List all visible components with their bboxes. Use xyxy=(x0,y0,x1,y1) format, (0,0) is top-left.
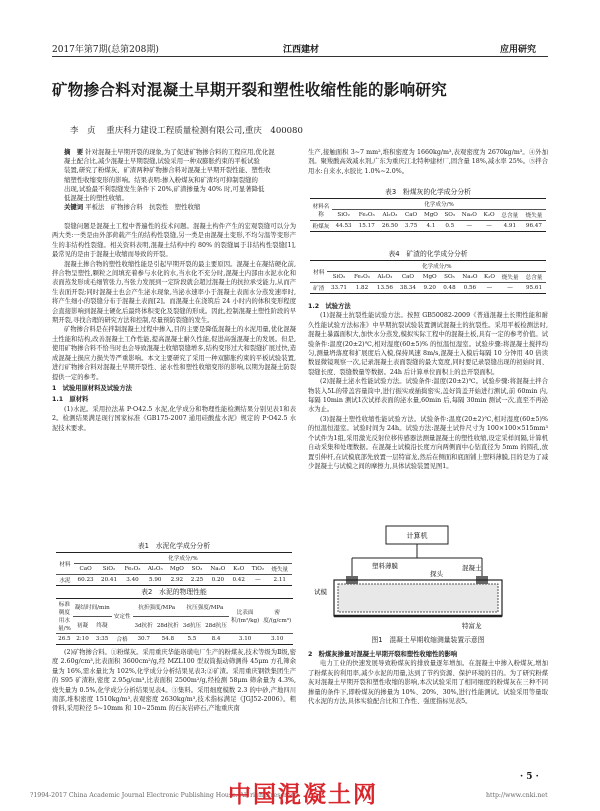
subsection-heading: 1.1 原材料 xyxy=(52,396,89,404)
table-header: Al₂O₃ xyxy=(378,210,401,221)
body-paragraph: (3)混凝土塑性收缩性能试验方法。试验条件:温度(20±2)℃,相对湿度(60±5)% 的恒温恒湿室。试验时间为 24h。试验方法:混凝土试件尺寸为 100×100×515mm³ 个试件为1组,采用激光反射位移传感器法测量混凝土的塑性收缩,设定采样间隔,计算机自动采集和处理数据。在混凝土试模沿长度方向两侧面中心钻直径为 5mm 的圆孔,放置引伸杆,在试模底部先放置一层特富龙,然后在侧面和底面铺上塑料薄膜,目的是为了减少混凝土与试模之间的摩擦力,具体试验装置见图1。 xyxy=(308,415,548,470)
author-line xyxy=(70,124,303,136)
computer-label: 计算机 xyxy=(406,532,428,540)
table-header: SiO₂ xyxy=(332,210,355,221)
body-paragraph: 裂缝问题是混凝土工程中普遍性的技术问题。混凝土构件产生的宏观裂缝可以分为两大类:一类是由外部荷载产生的结构性裂缝,另一类是由混凝土变形,不均匀温等变形产生的非结构性裂缝。相关资料表明,混凝土结构中约 80% 的裂缝属于非结构性裂缝[1],最常见的是由于混凝土收缩而导致的开裂。 xyxy=(52,223,296,259)
abstract-line: 针对混凝土早期开裂的现象,为了促进矿物掺合料的工程应用,优化混 xyxy=(85,148,275,156)
table-cell: 2.11 xyxy=(268,575,292,586)
table-header: 密度/(g/cm³) xyxy=(261,599,293,634)
right-column-top xyxy=(308,148,548,186)
table-header: 28d抗压 xyxy=(203,616,229,634)
table-header: 3d抗压 xyxy=(181,616,203,634)
running-header-section: 应用研究 xyxy=(500,45,537,55)
table-header: Na₂O xyxy=(458,210,480,221)
section-heading: 2 粉煤灰掺量对混凝土早期开裂和塑性收缩性的影响 xyxy=(308,651,458,658)
table4-caption: 表4 矿渣的化学成分分析 xyxy=(388,250,468,258)
table-header: Fe₂O₃ xyxy=(350,272,373,283)
table-header: K₂O xyxy=(481,272,498,283)
table-header: 安定性 xyxy=(112,599,133,634)
subsection-heading: 1.2 试验方法 xyxy=(308,303,351,310)
table-row xyxy=(310,221,546,232)
table-cell: 30.7 xyxy=(133,634,155,645)
table-header: 28d抗折 xyxy=(155,616,181,634)
abstract-line: 装置,研究了粉煤灰、矿渣两种矿物掺合料对混凝土早期开裂性能、塑性收 xyxy=(64,166,271,175)
table-header: 材料 xyxy=(310,261,327,283)
table-row xyxy=(310,283,546,294)
right-column-section2 xyxy=(308,648,548,768)
abstract-line: 缩塑性收缩变形的影响。结果表明:掺入粉煤灰和矿渣均可抑制裂缝的 xyxy=(64,175,258,184)
table-cell: 33.71 xyxy=(327,283,350,294)
body-paragraph: 生产,接触面积 3~7 mm²,堆积密度为 1660kg/m³,表观密度为 2670kg/m³。④外加剂。聚羧酸高效减水剂,广东为重庆江北特种建材厂,固含量 18%,减水率 25%。⑤拌合用水:自来水,水胶比 1.0%~2.0%。 xyxy=(308,149,548,175)
table-cell: 20.41 xyxy=(97,575,120,586)
table-cell: 13.56 xyxy=(373,283,396,294)
table-header: MgO xyxy=(421,210,442,221)
table-cell: 4.1 xyxy=(421,221,442,232)
keywords: 平板法 矿物掺合料 抗裂性 塑性收缩 xyxy=(85,203,201,212)
table-cell: 3.10 xyxy=(261,634,293,645)
concrete-specimen xyxy=(338,584,498,612)
table-cell: — xyxy=(481,283,498,294)
body-paragraph: 电力工业的快速发展导致粉煤灰的排放量逐年增加。在混凝土中掺入粉煤灰,增加了粉煤灰的利用率,减少水泥的用量,达到了节约资源、保护环境的目的。为了研究粉煤灰对混凝土早期开裂和塑性收缩的影响,本次试验采用了相同细度的粉煤灰在三种不同掺量的条件下,即粉煤灰的掺量为 10%、20%、30%,进行性能测试。试验采用等量取代水泥的方法,具体实验配合比和工作性、强度指标见表5。 xyxy=(308,660,548,706)
table-cell: 5.90 xyxy=(144,575,166,586)
table-cell: 96.47 xyxy=(522,221,546,232)
body-paragraph: 混凝土掺合物的塑性收缩性能是引起早期开裂的最主要原因。混凝土在凝结硬化前,拌合物呈塑性,颗粒之间填充着参与水化的水,当水化不充分时,混凝土内部由水泥水化和表面蒸发形成毛细管张力,当张力发展到一定阶段就会超过混凝土的抗拉承受能力,从而产生表面开裂;同时混凝土也会产生泌水现象,当泌水速率小于混凝土表面水分蒸发速率时,将产生细小的裂缝分布于混凝土表面[2]。而混凝土在浇筑后 24 小时内的体积变形程度会直接影响到混凝土硬化后最终体积变化及裂缝的形成。因此,控制混凝土塑性阶段的早期开裂,寻找合理的研究方法和控制,尽量预防裂缝的发生。 xyxy=(52,260,296,325)
table-cell: 0.5 xyxy=(441,221,458,232)
table-cell: — xyxy=(458,221,480,232)
table-header: 总含量 xyxy=(498,210,522,221)
table-header: Fe₂O₃ xyxy=(121,564,144,575)
figure1-diagram xyxy=(312,524,524,632)
table-header: 烧失量 xyxy=(498,272,522,283)
table-cell: 38.34 xyxy=(396,283,419,294)
table-cell: 0.56 xyxy=(459,283,481,294)
table-header: 材料 xyxy=(56,553,74,575)
table-cell: 9.20 xyxy=(419,283,440,294)
table-cell: — xyxy=(248,575,267,586)
table-cell: 水泥 xyxy=(56,575,74,586)
abstract-block xyxy=(64,148,304,212)
table-header: K₂O xyxy=(229,564,248,575)
table-cell: 合格 xyxy=(112,634,133,645)
table-group-header: 化学成分/% xyxy=(332,199,546,210)
table-header: 标准稠度用水量/% xyxy=(56,599,73,634)
table-cell: 8.4 xyxy=(203,634,229,645)
table-cell: 2.92 xyxy=(166,575,187,586)
abstract-label: 摘 要 xyxy=(64,148,84,156)
table-group-header: 化学成分/% xyxy=(74,553,292,564)
table-header: 终凝 xyxy=(92,616,111,634)
table4 xyxy=(310,260,546,294)
table3-caption: 表3 粉煤灰的化学成分分析 xyxy=(385,188,471,196)
left-column-continued xyxy=(52,648,296,768)
table-header: Al₂O₃ xyxy=(373,272,396,283)
table-header: 总含量 xyxy=(522,272,546,283)
mold-label: 试模 xyxy=(314,588,327,596)
table-header: 材料名称 xyxy=(310,199,332,221)
footer-url: http://www.cnki.net xyxy=(486,792,548,799)
probe-label: 探头 xyxy=(430,570,443,578)
body-paragraph: (2)混凝土泌水性能试验方法。试验条件:温度(20±2)℃。试验步骤:将混凝土拌合物装入5L的带盖容量筒中,进行振实或插捣密实,盖好筒盖开始进行测试,前 60min 内,每隔 10min 测试1次试样表面的泌水量,60min 后,每隔 30min 测试一次,直至不再泌水为止。 xyxy=(308,378,548,414)
right-column-methods xyxy=(308,300,548,518)
table1 xyxy=(56,552,292,586)
table-cell: 4.91 xyxy=(498,221,522,232)
table-cell: 54.8 xyxy=(155,634,181,645)
table-header: MgO xyxy=(419,272,440,283)
table-cell: 3.40 xyxy=(121,575,144,586)
table-cell: 15.17 xyxy=(355,221,378,232)
left-column xyxy=(52,222,296,532)
table-header: 初凝 xyxy=(73,616,92,634)
running-header-journal: 江西建材 xyxy=(283,45,320,55)
film-label: 塑料薄膜 xyxy=(372,562,398,570)
abstract-line: 低混凝土的塑性收缩。 xyxy=(64,194,128,203)
table-cell: 3.75 xyxy=(402,221,421,232)
table-header: CaO xyxy=(396,272,419,283)
table-cell: 3:35 xyxy=(92,634,111,645)
table-cell: 60.23 xyxy=(74,575,97,586)
keywords-label: 关键词 xyxy=(64,203,84,212)
table3 xyxy=(310,198,546,232)
table-cell: 26.5 xyxy=(56,634,73,645)
table-cell: 26.50 xyxy=(378,221,401,232)
table-cell: 44.53 xyxy=(332,221,355,232)
table-cell: 0.42 xyxy=(229,575,248,586)
table-header: CaO xyxy=(402,210,421,221)
copyright-notice: ?1994-2017 China Academic Journal Electronic Publishing House. All rights reserved. xyxy=(30,792,301,799)
table-group-header: 抗压强度/MPa xyxy=(181,599,229,617)
body-paragraph: (1)混凝土抗裂性能试验方法。按照 GB50082-2009《普通混凝土长期性能和耐久性能试验方法标准》中早期抗裂试验装置测试混凝土的抗裂性。采用平板检测法时,混凝土暴露面积大,加快水分蒸发,模拟实际工程中的混凝土板,具有一定的参考价值。试验条件:温度(20±2)℃,相对湿度(60±5)% 的恒温恒湿室。试验步骤:将混凝土搅拌均匀,测量坍落度和扩展度后入模,保持风速 8m/s,混凝土入模后每隔 10 分钟用 40 倍读数显微镜观察一次,记录混凝土表面裂缝的最大宽度,同时要记录裂缝出现的初始时间、裂缝长度、裂缝数量等数据。24h 后计算单位面积上的总开裂面积。 xyxy=(308,312,548,376)
author-name: 李 贞 xyxy=(70,126,96,136)
table-cell: — xyxy=(480,221,497,232)
table-header: SO₃ xyxy=(440,272,459,283)
teflon-label: 特富龙 xyxy=(462,622,482,630)
table-header: SiO₂ xyxy=(327,272,350,283)
table-header: Al₂O₃ xyxy=(144,564,166,575)
table2-caption: 表2 水泥的物理性能 xyxy=(141,588,207,596)
table-group-header: 凝结时间/min xyxy=(73,599,112,617)
table-header: 比表面积/(m²/kg) xyxy=(229,599,261,634)
table-cell: 0.48 xyxy=(440,283,459,294)
section-heading: 1 试验用原材料及试验方法 xyxy=(52,384,132,392)
table-cell: 0.20 xyxy=(207,575,229,586)
author-affiliation: 重庆科力建设工程质量检测有限公司,重庆 400080 xyxy=(106,126,303,136)
table-header: MgO xyxy=(166,564,187,575)
table-cell: 2.25 xyxy=(187,575,206,586)
table-row xyxy=(56,634,293,645)
table-group-header: 抗折强度/MPa xyxy=(133,599,181,617)
table-cell: 3.10 xyxy=(229,634,261,645)
table-header: 3d抗折 xyxy=(133,616,155,634)
running-header-issue: 2017年第7期(总第208期) xyxy=(52,45,159,55)
body-paragraph: (2)矿物掺合料。①粉煤灰。采用重庆华能珞璜电厂生产的粉煤灰,技术等级为Ⅱ级,密度 2.60g/cm³,比表面积 3600cm²/g,经 MZL100 型双筒振动筛测得 45μm 方孔筛余量为 16%,需水量比为 102%,化学成分分析结果见表3;②矿渣。采用重庆钢铁集团生产的 S95 矿渣粉,密度 2.95g/cm³,比表面积 2500m²/g,经检测 58μm 筛余量为 4.3%,烧失量为 0.5%,化学成分分析结果见表4。③集料。采用细度模数 2.3 的中砂,产地四川南部,堆积密度 1510kg/m³,表观密度 2630kg/m³,技术指标满足《JGJ52-2006》。粗骨料,采用粒径 5~10mm 和 10~25mm 的石灰岩碎石,产地重庆南 xyxy=(52,649,296,713)
table2 xyxy=(56,598,293,645)
table-header: SO₃ xyxy=(441,210,458,221)
table1-caption: 表1 水泥化学成分分析 xyxy=(137,542,211,550)
table-row xyxy=(56,575,292,586)
table-group-header: 化学成分/% xyxy=(327,261,546,272)
table-cell: 粉煤灰 xyxy=(310,221,332,232)
table-cell: 2:10 xyxy=(73,634,92,645)
table-header: Fe₂O₃ xyxy=(355,210,378,221)
abstract-line: 凝土配合比,减少混凝土早期裂缝,试验采用一种双膨胀约束的平板试验 xyxy=(64,157,260,166)
table-header: 烧失量 xyxy=(522,210,546,221)
table-header: SiO₂ xyxy=(97,564,120,575)
table-header: 烧失量 xyxy=(268,564,292,575)
table-header: CaO xyxy=(74,564,97,575)
header-rule xyxy=(52,56,548,57)
concrete-label: 混凝土 xyxy=(462,564,482,572)
table-cell: 1.82 xyxy=(350,283,373,294)
body-paragraph: (1)水泥。采用拉法基 P·O42.5 水泥,化学成分和物理性能检测结果分别见表1和表2。检测结果满足现行国家标准《GB175-2007 通用硅酸盐水泥》规定的 P·O42.5 水泥技术要求。 xyxy=(52,405,296,432)
table-cell: — xyxy=(498,283,522,294)
table-cell: 95.61 xyxy=(522,283,546,294)
table-header: SO₃ xyxy=(187,564,206,575)
table-header: TiO₂ xyxy=(248,564,267,575)
page-number: · 5 · xyxy=(520,772,539,782)
table-cell: 5.5 xyxy=(181,634,203,645)
figure1-caption: 图1 混凝土早期收缩测量装置示意图 xyxy=(371,636,485,644)
paper-title: 矿物掺合料对混凝土早期开裂和塑性收缩性能的影响研究 xyxy=(52,81,448,99)
abstract-line: 出现,试验最不利裂缝发生条件下 20%,矿渣掺量为 40% 时,可显著降低 xyxy=(64,184,265,193)
table-cell: 矿渣 xyxy=(310,283,327,294)
table-header: K₂O xyxy=(480,210,497,221)
table-header: Na₂O xyxy=(459,272,481,283)
body-paragraph: 矿物掺合料是在拌制混凝土过程中掺入,目的主要是降低混凝土的水泥用量,优化混凝土性能和结构,改善混凝土工作性能,提高混凝土耐久性能,促进高强混凝土的发展。但是,使用矿物掺合料不恰当时也会导致混凝土收缩裂缝增多,结构变形过大和裂缝扩展过快,造成混凝土损应力损失等严重影响。本文主要研究了采用一种双膨胀约束的平板试验装置,进行矿物掺合料对混凝土早期开裂性、泌水性和塑性收缩变形的影响,以期为混凝土防裂提供一定的参考。 xyxy=(52,326,296,381)
table-header: Na₂O xyxy=(207,564,229,575)
watermark-text: 中国混凝土网 xyxy=(228,782,378,808)
